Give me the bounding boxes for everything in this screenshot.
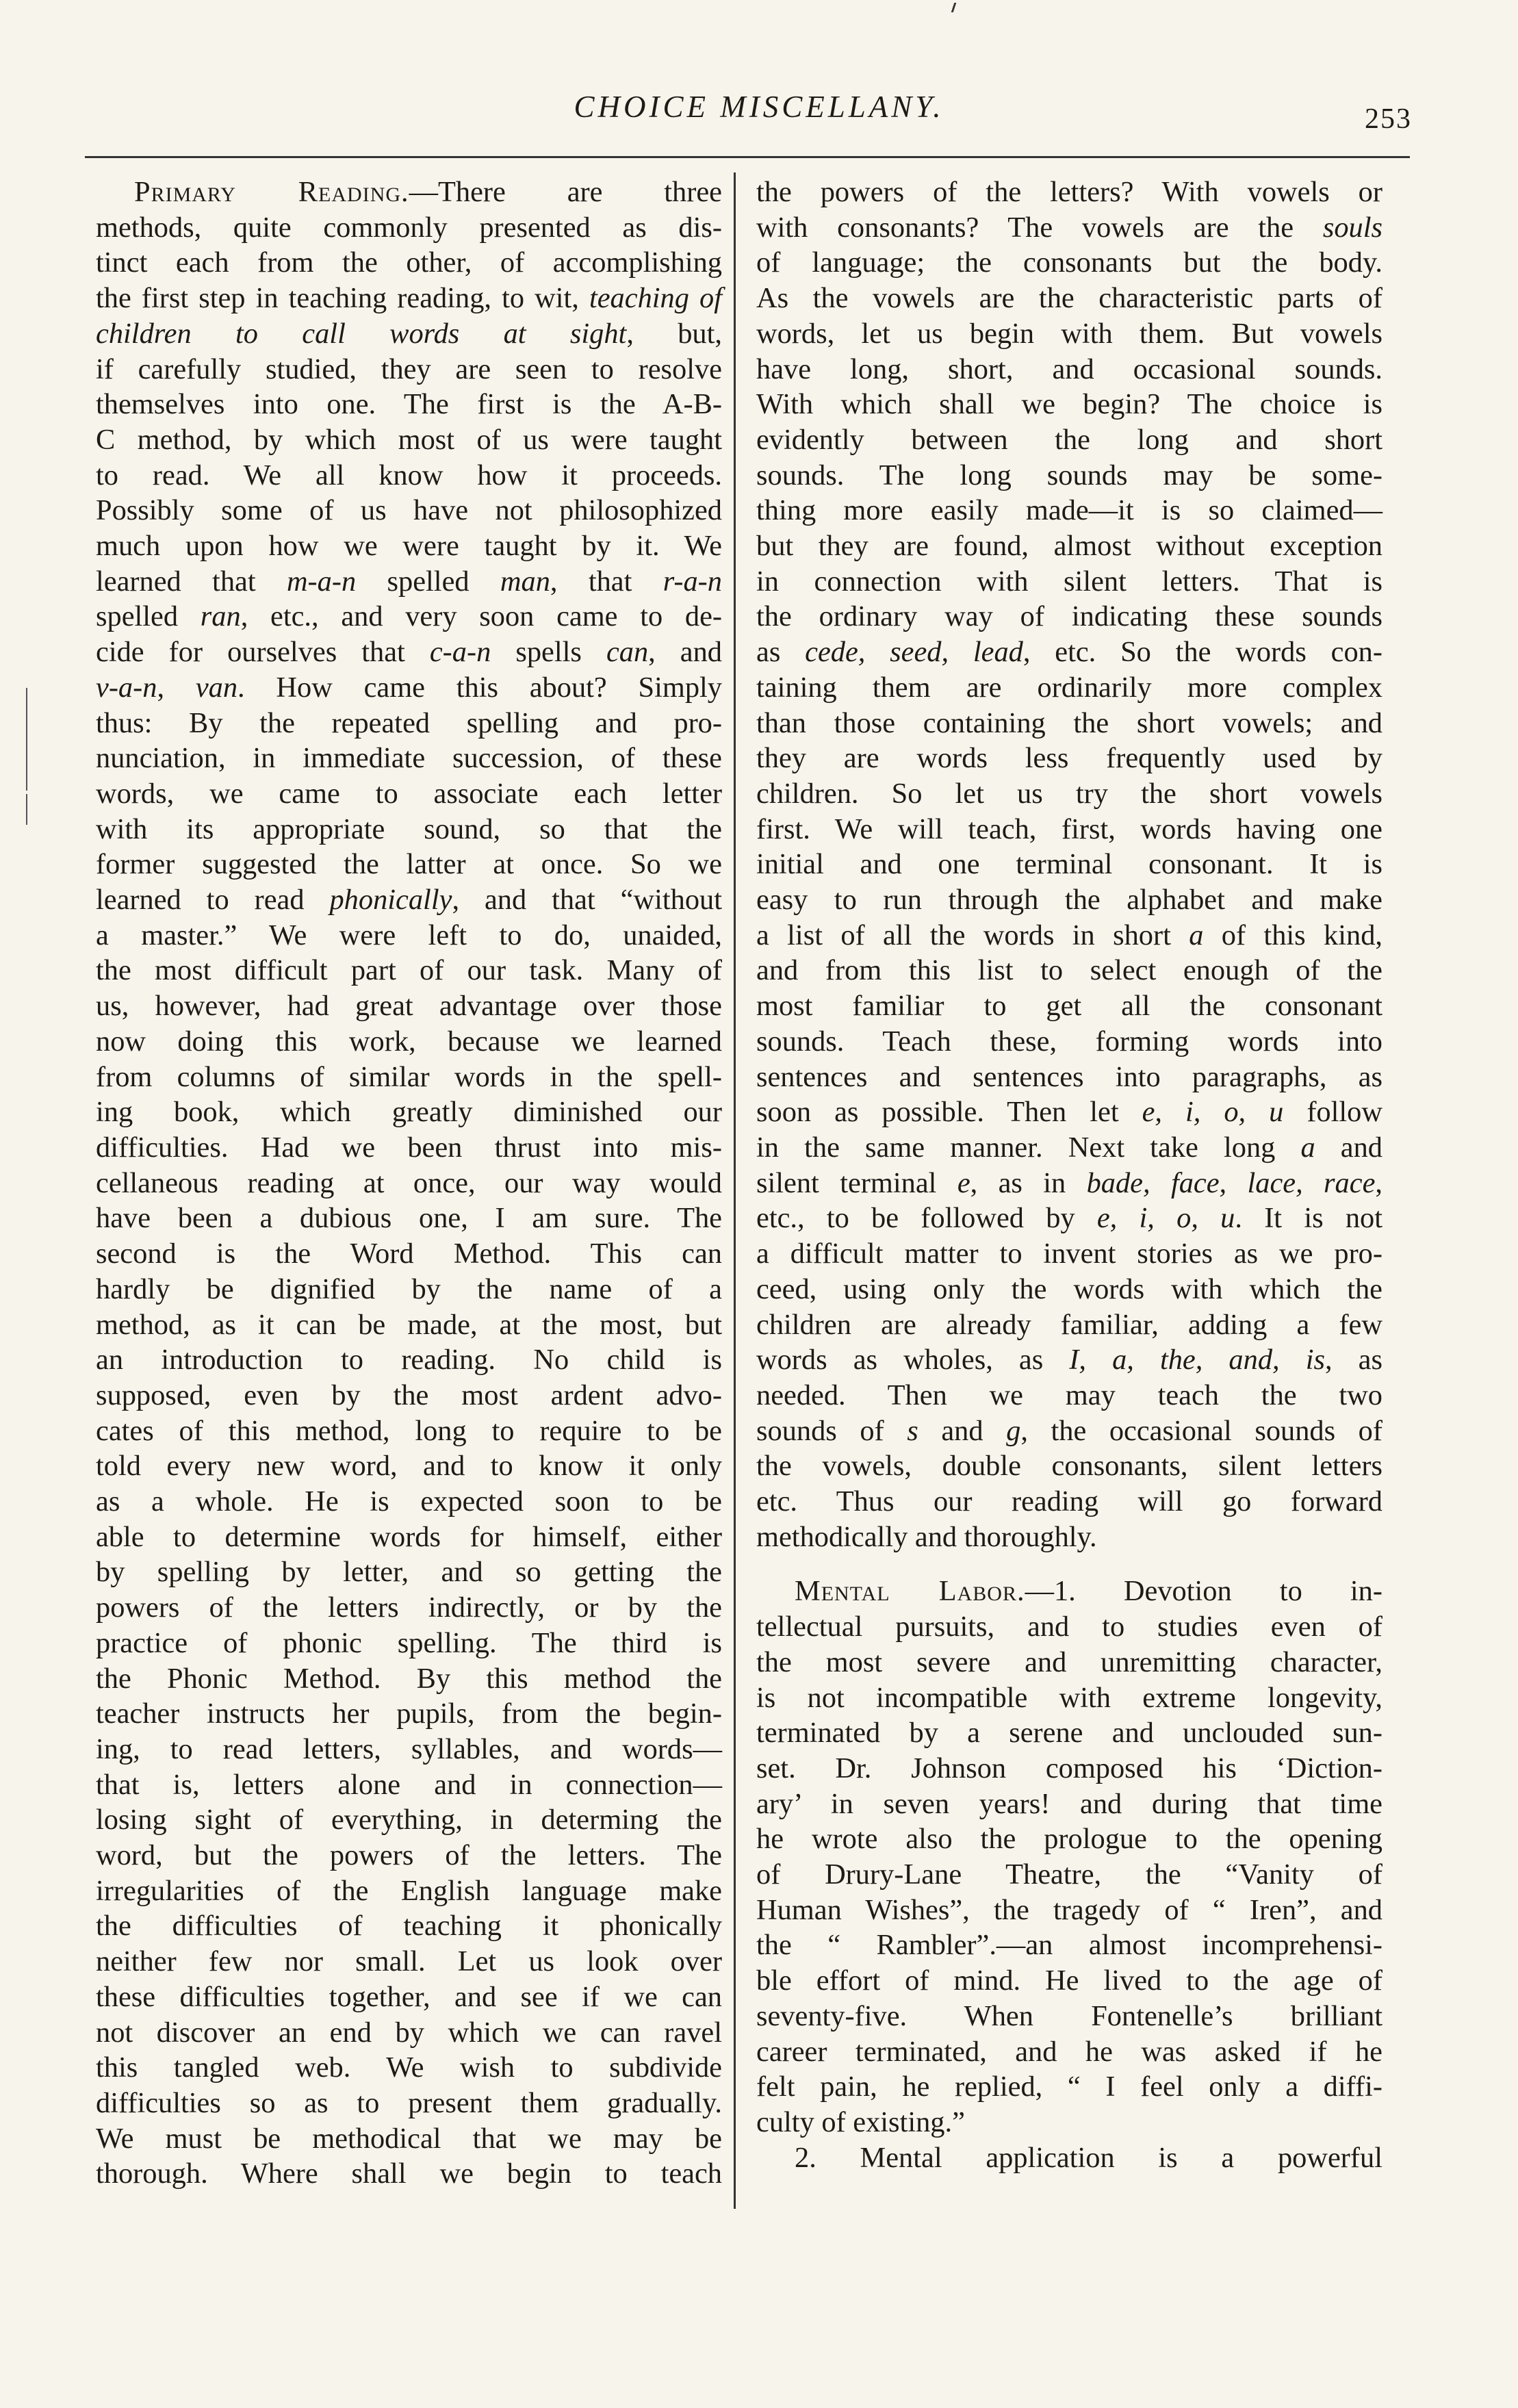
- text-line: 2. Mental application is a powerful: [795, 2141, 1382, 2174]
- text-line: not discover an end by which we can ravel: [96, 2016, 722, 2049]
- text-line: words, we came to associate each letter: [96, 777, 722, 810]
- text-line: much upon how we were taught by it. We: [96, 530, 722, 563]
- text-line: thorough. Where shall we begin to teach: [96, 2157, 722, 2190]
- text-line: powers of the letters indirectly, or by the: [96, 1591, 722, 1624]
- text-line: the ordinary way of indicating these sounds: [756, 600, 1382, 633]
- text-line: Human Wishes”, the tragedy of “ Iren”, and: [756, 1893, 1382, 1926]
- text-line: the difficulties of teaching it phonically: [96, 1910, 722, 1943]
- text-line: difficulties. Had we been thrust into mis-: [96, 1131, 722, 1164]
- text-line: set. Dr. Johnson composed his ‘Diction-: [756, 1752, 1382, 1784]
- text-line: of language; the consonants but the body.: [756, 246, 1382, 279]
- text-line: etc. Thus our reading will go forward: [756, 1485, 1382, 1518]
- text-line: methodically and thoroughly.: [756, 1520, 1097, 1553]
- text-line: losing sight of everything, in determing the: [96, 1804, 722, 1836]
- text-line: sounds of s and g, the occasional sounds of: [756, 1414, 1382, 1447]
- text-line: soon as possible. Then let e, i, o, u follow: [756, 1096, 1382, 1129]
- text-line: Possibly some of us have not philosophized: [96, 494, 722, 527]
- text-line: if carefully studied, they are seen to resolve: [96, 353, 722, 385]
- text-line: practice of phonic spelling. The third is: [96, 1626, 722, 1659]
- text-line: the powers of the letters? With vowels or: [756, 176, 1382, 208]
- text-line: have been a dubious one, I am sure. The: [96, 1202, 722, 1235]
- text-line: children. So let us try the short vowels: [756, 777, 1382, 810]
- text-line: themselves into one. The first is the A-B-: [96, 388, 722, 421]
- text-line: told every new word, and to know it only: [96, 1450, 722, 1483]
- print-mark: [951, 3, 962, 12]
- text-line: irregularities of the English language make: [96, 1874, 722, 1907]
- text-line: seventy-five. When Fontenelle’s brilliant: [756, 1999, 1382, 2032]
- text-line: taining them are ordinarily more complex: [756, 671, 1382, 704]
- text-line: methods, quite commonly presented as dis-: [96, 211, 722, 244]
- text-line: they are words less frequently used by: [756, 742, 1382, 775]
- text-line: ing book, which greatly diminished our: [96, 1096, 722, 1129]
- text-line: method, as it can be made, at the most, but: [96, 1308, 722, 1341]
- text-line: a master.” We were left to do, unaided,: [96, 919, 722, 951]
- text-line: evidently between the long and short: [756, 423, 1382, 456]
- text-line: a difficult matter to invent stories as we pro-: [756, 1238, 1382, 1270]
- margin-mark: [26, 688, 27, 791]
- text-line: ceed, using only the words with which the: [756, 1272, 1382, 1305]
- text-line: with its appropriate sound, so that the: [96, 812, 722, 845]
- text-line: cellaneous reading at once, our way would: [96, 1166, 722, 1199]
- text-line: hardly be dignified by the name of a: [96, 1272, 722, 1305]
- text-line: cates of this method, long to require to be: [96, 1414, 722, 1447]
- text-line: words, let us begin with them. But vowels: [756, 317, 1382, 350]
- text-line: able to determine words for himself, either: [96, 1520, 722, 1553]
- text-line: have long, short, and occasional sounds.: [756, 353, 1382, 385]
- text-line: first. We will teach, first, words having one: [756, 812, 1382, 845]
- text-line: an introduction to reading. No child is: [96, 1344, 722, 1376]
- text-line: ing, to read letters, syllables, and words—: [96, 1732, 722, 1765]
- text-line: as a whole. He is expected soon to be: [96, 1485, 722, 1518]
- text-line: cide for ourselves that c-a-n spells can, and: [96, 636, 722, 669]
- text-line: with consonants? The vowels are the souls: [756, 211, 1382, 244]
- text-line: words as wholes, as I, a, the, and, is, as: [756, 1344, 1382, 1376]
- text-line: this tangled web. We wish to subdivide: [96, 2051, 722, 2084]
- text-line: the most severe and unremitting character,: [756, 1645, 1382, 1678]
- section-heading-mental-labor: Mental Labor.: [795, 1575, 1025, 1608]
- text-line: than those containing the short vowels; and: [756, 706, 1382, 739]
- section-heading-primary-reading: Primary Reading.: [134, 176, 409, 208]
- text-line: word, but the powers of the letters. The: [96, 1839, 722, 1872]
- text-line: the “ Rambler”.—an almost incomprehensi-: [756, 1929, 1382, 1962]
- text-line: and from this list to select enough of the: [756, 954, 1382, 987]
- text-line: sounds. Teach these, forming words into: [756, 1025, 1382, 1058]
- text-line: the vowels, double consonants, silent letters: [756, 1450, 1382, 1483]
- text-line: the most difficult part of our task. Many of: [96, 954, 722, 987]
- left-column: [96, 175, 722, 2192]
- text-line: these difficulties together, and see if we can: [96, 1980, 722, 2013]
- text-line: initial and one terminal consonant. It is: [756, 848, 1382, 881]
- text-line: We must be methodical that we may be: [96, 2122, 722, 2155]
- text-line: silent terminal e, as in bade, face, lace, race,: [756, 1166, 1382, 1199]
- text-line: second is the Word Method. This can: [96, 1238, 722, 1270]
- text-line: us, however, had great advantage over those: [96, 990, 722, 1023]
- text-line: tellectual pursuits, and to studies even of: [756, 1611, 1382, 1643]
- text-line: the Phonic Method. By this method the: [96, 1662, 722, 1695]
- text-line: nunciation, in immediate succession, of these: [96, 742, 722, 775]
- text-line: spelled ran, etc., and very soon came to de-: [96, 600, 723, 633]
- text-line: learned that m-a-n spelled man, that r-a-n: [96, 565, 722, 598]
- text-line: to read. We all know how it proceeds.: [96, 459, 722, 491]
- text-line: etc., to be followed by e, i, o, u. It is not: [756, 1202, 1383, 1235]
- text-line: now doing this work, because we learned: [96, 1025, 722, 1058]
- running-head: CHOICE MISCELLANY.: [574, 90, 944, 124]
- text-line: culty of existing.”: [756, 2105, 965, 2138]
- text-line: needed. Then we may teach the two: [756, 1379, 1382, 1411]
- text-line: neither few nor small. Let us look over: [96, 1945, 722, 1978]
- text-line: v-a-n, van. How came this about? Simply: [96, 671, 722, 704]
- text-line: Mental Labor.—1. Devotion to in-: [795, 1575, 1382, 1608]
- text-line: but they are found, almost without exception: [756, 530, 1382, 563]
- text-line: As the vowels are the characteristic parts of: [756, 282, 1382, 315]
- text-line: felt pain, he replied, “ I feel only a diffi-: [756, 2071, 1382, 2103]
- header-rule: [85, 156, 1410, 158]
- text-line: Primary Reading.—There are three: [134, 176, 722, 208]
- right-column: [756, 175, 1382, 2175]
- text-line: the first step in teaching reading, to wit, teaching of children to call words at sight, but,: [96, 282, 722, 350]
- text-line: learned to read phonically, and that “without: [96, 884, 722, 917]
- text-line: he wrote also the prologue to the opening: [756, 1823, 1382, 1856]
- text-line: thing more easily made—it is so claimed—: [756, 494, 1382, 527]
- text-line: children are already familiar, adding a few: [756, 1308, 1382, 1341]
- page-number: 253: [1365, 103, 1412, 135]
- text-line: from columns of similar words in the spell-: [96, 1060, 722, 1093]
- text-line: sentences and sentences into paragraphs, as: [756, 1060, 1382, 1093]
- text-line: thus: By the repeated spelling and pro-: [96, 706, 722, 739]
- text-line: difficulties so as to present them gradually.: [96, 2086, 722, 2119]
- text-line: ble effort of mind. He lived to the age of: [756, 1964, 1382, 1997]
- margin-mark: [26, 794, 27, 825]
- text-line: as cede, seed, lead, etc. So the words con-: [756, 636, 1382, 669]
- text-line: former suggested the latter at once. So we: [96, 848, 722, 881]
- text-line: by spelling by letter, and so getting the: [96, 1556, 722, 1589]
- text-line: C method, by which most of us were taught: [96, 423, 722, 456]
- text-line: terminated by a serene and unclouded sun-: [756, 1717, 1382, 1750]
- text-line: sounds. The long sounds may be some-: [756, 459, 1382, 491]
- text-line: in the same manner. Next take long a and: [756, 1131, 1383, 1164]
- text-line: is not incompatible with extreme longevity,: [756, 1681, 1382, 1714]
- text-line: With which shall we begin? The choice is: [756, 388, 1382, 421]
- text-line: of Drury-Lane Theatre, the “Vanity of: [756, 1858, 1382, 1891]
- text-line: teacher instructs her pupils, from the begin-: [96, 1698, 722, 1730]
- text-line: career terminated, and he was asked if he: [756, 2035, 1382, 2068]
- text-line: easy to run through the alphabet and make: [756, 884, 1382, 917]
- text-line: ary’ in seven years! and during that time: [756, 1787, 1382, 1820]
- text-line: supposed, even by the most ardent advo-: [96, 1379, 722, 1411]
- text-line: a list of all the words in short a of this kind,: [756, 919, 1382, 951]
- text-line: in connection with silent letters. That is: [756, 565, 1382, 598]
- text-line: that is, letters alone and in connection—: [96, 1768, 722, 1801]
- text-line: most familiar to get all the consonant: [756, 990, 1382, 1023]
- column-rule: [734, 172, 736, 2209]
- text-line: tinct each from the other, of accomplishing: [96, 246, 722, 279]
